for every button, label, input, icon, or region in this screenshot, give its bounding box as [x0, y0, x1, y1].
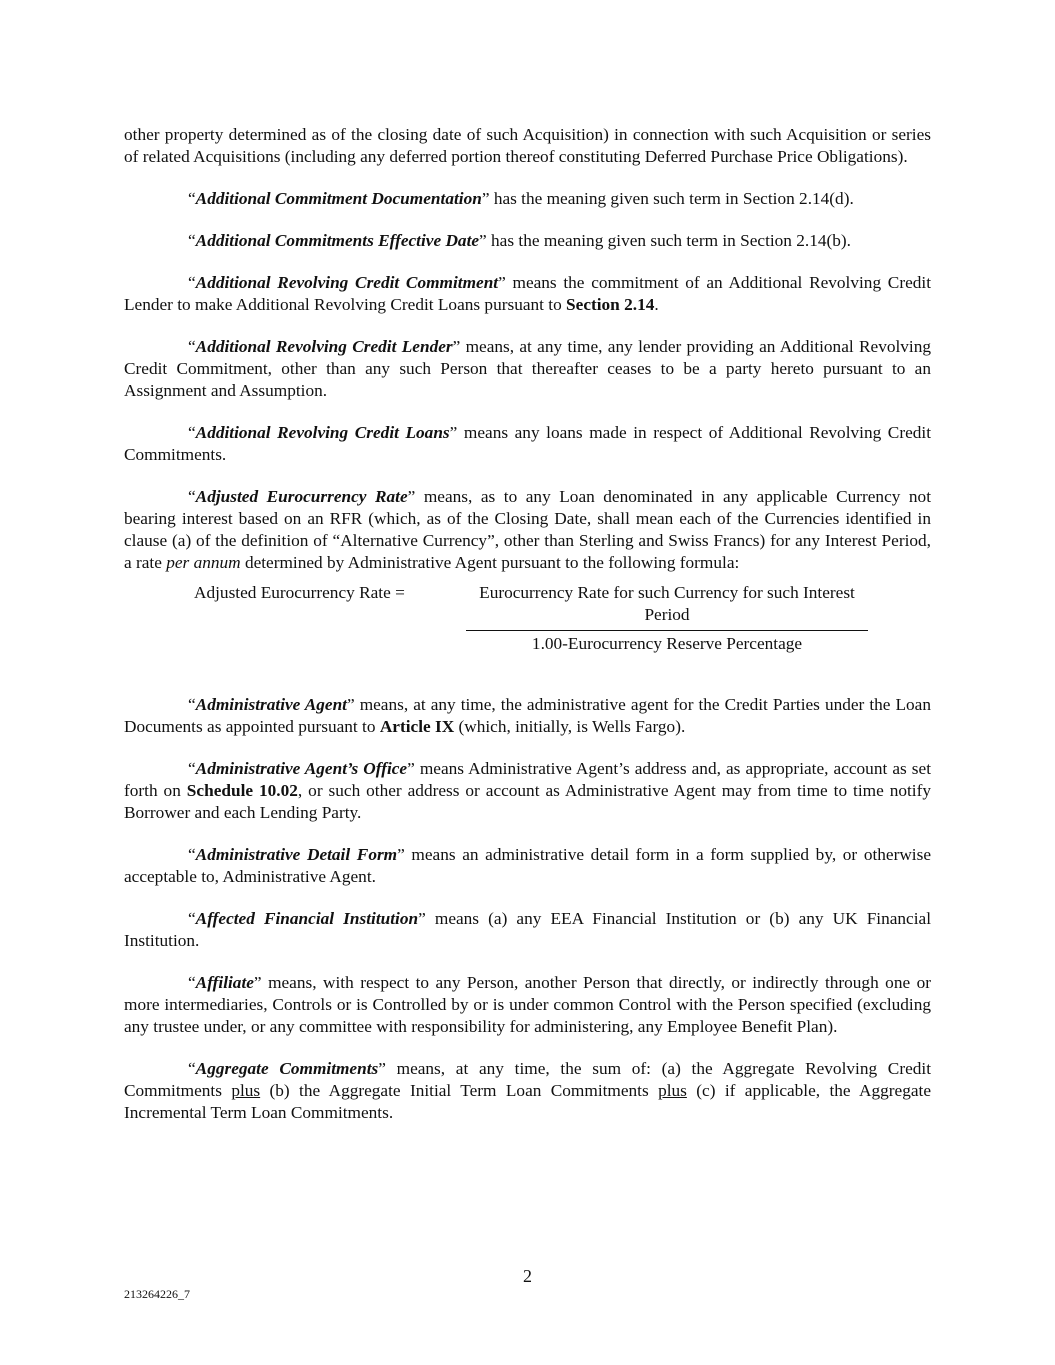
definition-text: means, with respect to any Person, another Person that directly, or indirectly through one or more intermediaries, Controls or is Controlled by or is under common Control with the Person specified (excluding any trustee under, or any committee with responsibility for administering, any Employee Benefit Plan).: [124, 973, 931, 1036]
defined-term: Administrative Agent: [195, 695, 347, 714]
definition-text: means, as to any Loan denominated in any applicable Currency not bearing interest based on an RFR (which, as of the Closing Date, shall mean each of the Currencies identified in clause (a) of the definition of “Alternative Currency”, other than Sterling and Swiss Francs) for any Interest Period, a rate: [124, 487, 931, 572]
defined-term: Affiliate: [195, 973, 254, 992]
defined-term: Additional Commitment Documentation: [195, 189, 482, 208]
page-number: 2: [523, 1266, 532, 1286]
definition-administrative-detail-form: “Administrative Detail Form” means an administrative detail form in a form supplied by, or otherwise acceptable to, Administrative Agent.: [124, 845, 931, 886]
definition-affiliate: “Affiliate” means, with respect to any Person, another Person that directly, or indirectly through one or more intermediaries, Controls or is Controlled by or is under common Control with the Person specified (excluding any trustee under, or any committee with responsibility for administering, any Employee Benefit Plan).: [124, 973, 931, 1036]
continuation-paragraph: other property determined as of the closing date of such Acquisition) in connection with such Acquisition or series of related Acquisitions (including any deferred portion thereof constituting Deferred Purchase Price Obligations).: [124, 125, 931, 166]
definition-text: determined by Administrative Agent pursuant to the following formula:: [240, 553, 740, 572]
underlined-plus: plus: [231, 1081, 261, 1100]
definition-additional-revolving-credit-commitment: “Additional Revolving Credit Commitment” means the commitment of an Additional Revolving Credit Lender to make Additional Revolving Credit Loans pursuant to Section 2.14.: [124, 273, 931, 314]
definition-text: , or such other address or account as Administrative Agent may from time to time notify Borrower and each Lending Party.: [124, 781, 931, 822]
definition-administrative-agent: “Administrative Agent” means, at any time, the administrative agent for the Credit Parties under the Loan Documents as appointed pursuant to Article IX (which, initially, is Wells Fargo).: [124, 695, 931, 736]
formula-numerator: Eurocurrency Rate for such Currency for such Interest Period: [479, 583, 855, 624]
formula-denominator: 1.00-Eurocurrency Reserve Percentage: [531, 634, 803, 653]
definition-text: means any loans made in respect of Additional Revolving Credit Commitments.: [124, 423, 931, 464]
defined-term: Additional Revolving Credit Loans: [195, 423, 450, 442]
definition-affected-financial-institution: “Affected Financial Institution” means (a) any EEA Financial Institution or (b) any UK Financial Institution.: [124, 909, 932, 950]
definition-text: (c) if applicable, the Aggregate Incremental Term Loan Commitments.: [124, 1081, 931, 1122]
definition-additional-commitment-documentation: “Additional Commitment Documentation” has the meaning given such term in Section 2.14(d).: [188, 189, 854, 208]
underlined-plus: plus: [658, 1081, 687, 1100]
defined-term: Additional Revolving Credit Commitment: [195, 273, 499, 292]
definition-text: means (a) any EEA Financial Institution or (b) any UK Financial Institution.: [124, 909, 932, 950]
defined-term: Aggregate Commitments: [195, 1059, 379, 1078]
document-id: 213264226_7: [124, 1287, 190, 1301]
defined-term: Administrative Detail Form: [195, 845, 398, 864]
schedule-reference: Schedule 10.02: [186, 781, 298, 800]
definition-aggregate-commitments: “Aggregate Commitments” means, at any time, the sum of: (a) the Aggregate Revolving Credit Commitments plus (b) the Aggregate Initial Term Loan Commitments plus (c) if applicable, the Aggregate Incremental Term Loan Commitments.: [124, 1059, 931, 1122]
definition-text: means, at any time, the sum of: (a) the Aggregate Revolving Credit Commitments: [124, 1059, 931, 1100]
defined-term: Additional Revolving Credit Lender: [195, 337, 453, 356]
definition-text: (b) the Aggregate Initial Term Loan Commitments: [260, 1081, 659, 1100]
defined-term: Adjusted Eurocurrency Rate: [195, 487, 408, 506]
fraction-bar: [466, 630, 868, 631]
defined-term: Additional Commitments Effective Date: [195, 231, 480, 250]
definition-text: means, at any time, any lender providing an Additional Revolving Credit Commitment, other than any such Person that thereafter ceases to be a party hereto pursuant to an Assignment and Assumption.: [124, 337, 931, 400]
definition-additional-revolving-credit-lender: “Additional Revolving Credit Lender” means, at any time, any lender providing an Additional Revolving Credit Commitment, other than any such Person that thereafter ceases to be a party hereto pursuant to an Assignment and Assumption.: [124, 337, 931, 400]
definition-text: means Administrative Agent’s address and, as appropriate, account as set forth on: [124, 759, 931, 800]
definition-additional-commitments-effective-date: “Additional Commitments Effective Date” has the meaning given such term in Section 2.14(b).: [188, 231, 851, 250]
emphasis-text: per annum: [166, 553, 241, 572]
defined-term: Affected Financial Institution: [195, 909, 419, 928]
definition-adjusted-eurocurrency-rate: “Adjusted Eurocurrency Rate” means, as to any Loan denominated in any applicable Currency not bearing interest based on an RFR (which, as of the Closing Date, shall mean each of the Currencies identified in clause (a) of the definition of “Alternative Currency”, other than Sterling and Swiss Francs) for any Interest Period, a rate per annum determined by Administrative Agent pursuant to the following formula:: [124, 487, 931, 572]
document-body: [124, 124, 931, 1144]
article-reference: Article IX: [379, 717, 455, 736]
definition-additional-revolving-credit-loans: “Additional Revolving Credit Loans” means any loans made in respect of Additional Revolving Credit Commitments.: [124, 423, 931, 464]
definition-text: .: [654, 295, 659, 314]
definition-text: means the commitment of an Additional Revolving Credit Lender to make Additional Revolving Credit Loans pursuant to: [124, 273, 931, 314]
definition-administrative-agents-office: “Administrative Agent’s Office” means Administrative Agent’s address and, as appropriate, account as set forth on Schedule 10.02, or such other address or account as Administrative Agent may from time to time notify Borrower and each Lending Party.: [124, 759, 931, 822]
definition-text: has the meaning given such term in Section 2.14(d).: [489, 189, 854, 208]
section-reference: Section 2.14: [566, 295, 655, 314]
rate-formula: [124, 582, 931, 670]
formula-label: Adjusted Eurocurrency Rate =: [194, 583, 405, 602]
definition-text: means an administrative detail form in a form supplied by, or otherwise acceptable to, Administrative Agent.: [124, 845, 931, 886]
definition-text: has the meaning given such term in Section 2.14(b).: [486, 231, 851, 250]
definition-text: (which, initially, is Wells Fargo).: [454, 717, 686, 736]
defined-term: Administrative Agent’s Office: [195, 759, 408, 778]
definition-text: means, at any time, the administrative agent for the Credit Parties under the Loan Documents as appointed pursuant to: [124, 695, 931, 736]
